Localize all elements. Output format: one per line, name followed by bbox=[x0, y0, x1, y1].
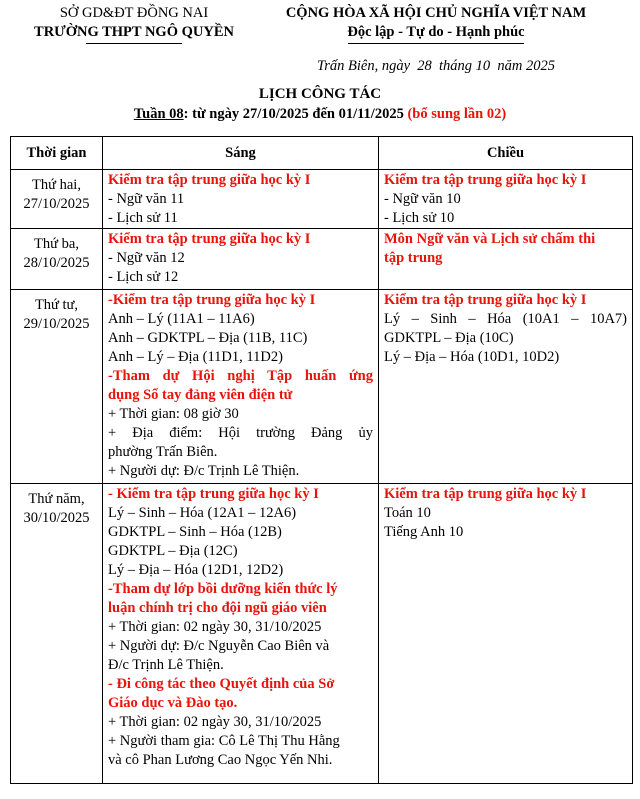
schedule-line: + Người dự: Đ/c Nguyễn Cao Biên và bbox=[108, 638, 330, 654]
schedule-line: + Người dự: Đ/c Trịnh Lê Thiện. bbox=[108, 463, 300, 479]
table-row bbox=[11, 484, 633, 784]
table-row bbox=[11, 229, 633, 290]
exam-heading: Kiểm tra tập trung giữa học kỳ I bbox=[108, 231, 311, 247]
day-label: Thứ hai, bbox=[32, 177, 81, 193]
department-header bbox=[14, 4, 254, 44]
schedule-line: GDKTPL – Địa (10C) bbox=[384, 330, 514, 346]
business-trip-heading-cont: Giáo dục và Đào tạo. bbox=[108, 695, 238, 711]
schedule-line: - Ngữ văn 10 bbox=[384, 191, 461, 207]
afternoon-cell bbox=[379, 170, 633, 229]
schedule-line: - Ngữ văn 11 bbox=[108, 191, 185, 207]
schedule-line: - Lịch sử 11 bbox=[108, 210, 178, 226]
motto-underline bbox=[348, 43, 524, 44]
national-header bbox=[240, 4, 632, 44]
schedule-line: Tiếng Anh 10 bbox=[384, 524, 464, 540]
schedule-line: + Địa điểm: Hội trường Đảng ủy bbox=[108, 425, 373, 441]
schedule-line: + Thời gian: 02 ngày 30, 31/10/2025 bbox=[108, 619, 322, 635]
morning-cell bbox=[103, 229, 379, 290]
training-heading-cont: luận chính trị cho đội ngũ giáo viên bbox=[108, 600, 327, 616]
afternoon-cell bbox=[379, 229, 633, 290]
day-label: Thứ tư, bbox=[34, 297, 79, 313]
table-row bbox=[11, 290, 633, 484]
school-underline bbox=[86, 43, 182, 44]
col-header-morning: Sáng bbox=[103, 137, 379, 170]
meeting-heading-cont: dụng Sổ tay đảng viên điện tử bbox=[108, 387, 293, 403]
schedule-line: Anh – GDKTPL – Địa (11B, 11C) bbox=[108, 330, 308, 346]
col-header-time: Thời gian bbox=[11, 137, 103, 170]
schedule-line: + Thời gian: 08 giờ 30 bbox=[108, 406, 239, 422]
day-label: Thứ năm, bbox=[28, 491, 85, 507]
schedule-line: phường Trấn Biên. bbox=[108, 444, 218, 460]
meeting-heading: -Tham dự Hội nghị Tập huấn ứng bbox=[108, 368, 373, 384]
schedule-table bbox=[10, 136, 633, 784]
week-subtitle bbox=[0, 106, 640, 123]
schedule-line: Anh – Lý – Địa (11D1, 11D2) bbox=[108, 349, 283, 365]
revision-note: (bổ sung lần 02) bbox=[407, 106, 507, 122]
day-label: Thứ ba, bbox=[34, 236, 79, 252]
schedule-line: - Lịch sử 12 bbox=[108, 269, 179, 285]
schedule-line: GDKTPL – Địa (12C) bbox=[108, 543, 238, 559]
table-header-row bbox=[11, 137, 633, 170]
date-label: 27/10/2025 bbox=[23, 196, 90, 212]
schedule-line: Lý – Sinh – Hóa (12A1 – 12A6) bbox=[108, 505, 297, 521]
school-name: TRƯỜNG THPT NGÔ QUYỀN bbox=[34, 24, 234, 40]
country-name: CỘNG HÒA XÃ HỘI CHỦ NGHĨA VIỆT NAM bbox=[285, 5, 587, 21]
date-label: 29/10/2025 bbox=[23, 316, 90, 332]
schedule-line: - Ngữ văn 12 bbox=[108, 250, 185, 266]
schedule-line: Lý – Địa – Hóa (10D1, 10D2) bbox=[384, 349, 560, 365]
date-label: 28/10/2025 bbox=[23, 255, 90, 271]
schedule-line: Lý – Địa – Hóa (12D1, 12D2) bbox=[108, 562, 284, 578]
time-cell bbox=[11, 170, 103, 229]
time-cell bbox=[11, 484, 103, 784]
schedule-line: - Lịch sử 10 bbox=[384, 210, 455, 226]
schedule-line: GDKTPL – Sinh – Hóa (12B) bbox=[108, 524, 282, 540]
schedule-line: + Thời gian: 02 ngày 30, 31/10/2025 bbox=[108, 714, 322, 730]
schedule-line: + Người tham gia: Cô Lê Thị Thu Hằng bbox=[108, 733, 340, 749]
exam-heading: -Kiểm tra tập trung giữa học kỳ I bbox=[108, 292, 316, 308]
business-trip-heading: - Đi công tác theo Quyết định của Sở bbox=[108, 676, 335, 692]
morning-cell bbox=[103, 484, 379, 784]
week-label: Tuần 08 bbox=[133, 106, 184, 122]
exam-heading: Kiểm tra tập trung giữa học kỳ I bbox=[384, 172, 587, 188]
morning-cell bbox=[103, 290, 379, 484]
col-header-afternoon: Chiều bbox=[379, 137, 633, 170]
afternoon-cell bbox=[379, 484, 633, 784]
schedule-line: và cô Phan Lương Cao Ngọc Yến Nhi. bbox=[108, 752, 333, 768]
time-cell bbox=[11, 290, 103, 484]
exam-heading: Kiểm tra tập trung giữa học kỳ I bbox=[384, 292, 587, 308]
schedule-line: Toán 10 bbox=[384, 505, 431, 521]
grading-heading-cont: tập trung bbox=[384, 250, 443, 266]
schedule-line: Anh – Lý (11A1 – 11A6) bbox=[108, 311, 255, 327]
morning-cell bbox=[103, 170, 379, 229]
time-cell bbox=[11, 229, 103, 290]
schedule-line: Lý – Sinh – Hóa (10A1 – 10A7) bbox=[384, 311, 627, 327]
national-motto: Độc lập - Tự do - Hạnh phúc bbox=[347, 24, 525, 40]
exam-heading: Kiểm tra tập trung giữa học kỳ I bbox=[108, 172, 311, 188]
table-row bbox=[11, 170, 633, 229]
training-heading: -Tham dự lớp bồi dưỡng kiến thức lý bbox=[108, 581, 338, 597]
schedule-line: Đ/c Trịnh Lê Thiện. bbox=[108, 657, 224, 673]
place-date: Trấn Biên, ngày 28 tháng 10 năm 2025 bbox=[316, 58, 556, 74]
afternoon-cell bbox=[379, 290, 633, 484]
week-range: : từ ngày 27/10/2025 đến 01/11/2025 bbox=[183, 106, 408, 122]
grading-heading: Môn Ngữ văn và Lịch sử chấm thi bbox=[384, 231, 596, 247]
exam-heading: - Kiểm tra tập trung giữa học kỳ I bbox=[108, 486, 319, 502]
department-name: SỞ GD&ĐT ĐỒNG NAI bbox=[59, 5, 209, 21]
date-label: 30/10/2025 bbox=[23, 510, 90, 526]
exam-heading: Kiểm tra tập trung giữa học kỳ I bbox=[384, 486, 587, 502]
document-title: LỊCH CÔNG TÁC bbox=[258, 86, 382, 102]
